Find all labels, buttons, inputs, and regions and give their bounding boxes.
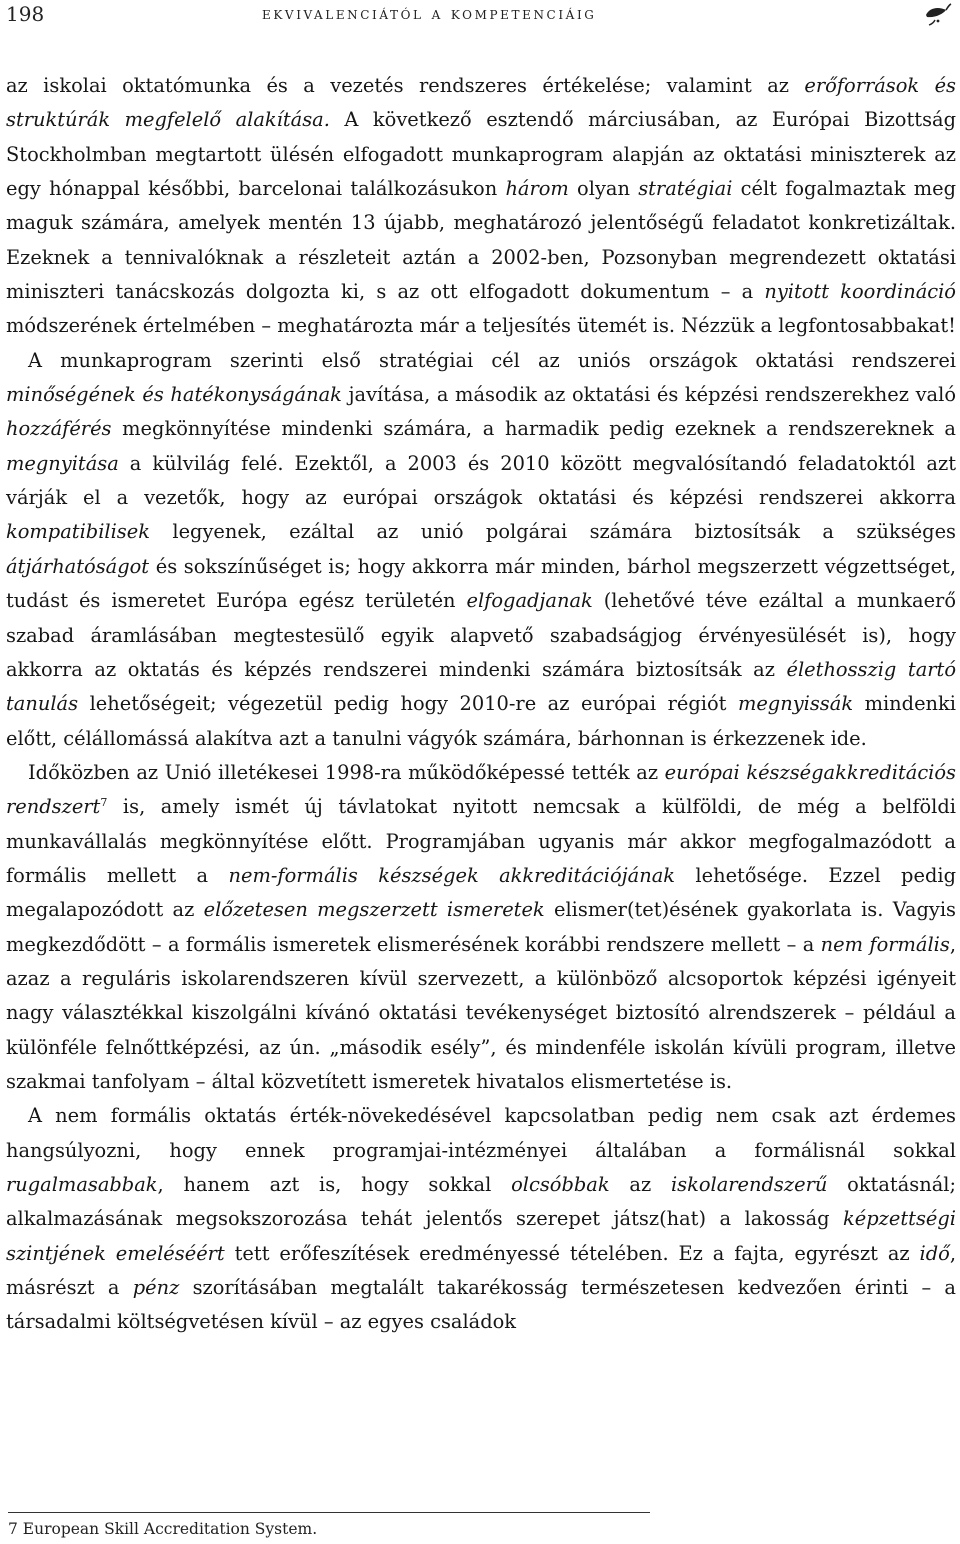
text-run: a külvilág felé. Ezektől, a 2003 és 2010 között megvalósítandó feladatoktól azt várják el a vezetők, hogy az európai országok oktatási és képzési rendszerei akkorra [6, 451, 956, 510]
text-run: (lehetővé téve ezáltal a munkaerő szabad áramlásában megtestesülő egyik alapvető szabadságjog érvényesülését is), hogy akkorra az oktatás és képzés rendszerei mindenki számára biztosítsák az [6, 589, 957, 681]
text-run: lehetőségeit; végezetül pedig hogy 2010-re az európai régiót [78, 692, 738, 716]
text-run: célt fogalmaztak meg maguk számára, amelyek mentén 13 újabb, meghatározó jelentőségű feladatot konkretizáltak. Ezeknek a tennivalóknak a részleteit aztán a 2002-ben, Pozsonyban megrendezett oktatási miniszteri tanácskozás dolgozta ki, s az ott elfogadott dokumentum – a [6, 177, 957, 304]
emphasized-text: idő [919, 1241, 950, 1265]
emphasized-text: nem-formális készségek akkreditációjának [228, 863, 675, 887]
text-run: A munkaprogram szerinti első stratégiai cél az uniós országok oktatási rendszerei [28, 348, 956, 372]
text-run: mindenki előtt, célállomássá alakítva azt a tanulni vágyók számára, bárhonnan is érkezzenek ide. [6, 692, 957, 750]
emphasized-text: megnyitása [6, 451, 119, 475]
emphasized-text: iskolarendszerű [670, 1173, 828, 1196]
emphasized-text: megnyissák [737, 692, 854, 716]
emphasized-text: élethosszig tartó tanulás [6, 657, 956, 716]
paragraph [6, 756, 956, 1099]
emphasized-text: hozzáférés [6, 417, 112, 441]
text-run: tett erőfeszítések eredményessé tételében. Ez a fajta, egyrészt az [224, 1241, 920, 1265]
footnote-rule [8, 1512, 650, 1513]
page-header [0, 0, 960, 30]
text-run: oktatásnál; alkalmazásának megsokszorozása tehát jelentős szerepet játsz(hat) a lakosság [6, 1173, 956, 1231]
footnote-reference: 7 [100, 796, 108, 810]
emphasized-text: kompatibilisek [6, 520, 150, 544]
paragraph [6, 344, 956, 756]
emphasized-text: nem formális [820, 932, 950, 956]
body-text [6, 69, 956, 1340]
emphasized-text: pénz [132, 1276, 180, 1300]
running-head: ekvivalenciától a kompetenciáig [262, 4, 597, 24]
text-run: és sokszínűséget is; hogy akkorra már minden, bárhol megszerzett végzettséget, tudást és ismeretet Európa egész területén [6, 554, 956, 613]
text-run: módszerének értelmében – meghatározta már a teljesítés ütemét is. Nézzük a legfontosabbakat! [6, 314, 956, 338]
emphasized-text: előzetesen megszerzett ismeretek [203, 898, 545, 922]
emphasized-text: három [505, 177, 569, 201]
text-run: , hanem azt is, hogy sokkal [157, 1173, 512, 1196]
emphasized-text: nyitott koordináció [764, 280, 956, 304]
text-run: lehetősége. Ezzel pedig megalapozódott az [6, 863, 956, 922]
text-run: Időközben az Unió illetékesei 1998-ra működőképessé tették az [28, 760, 665, 784]
text-run: az [609, 1173, 671, 1196]
text-run: szorításában megtalált takarékosság természetesen kedvezően érinti – a társadalmi költségvetésen kívül – az egyes családok [6, 1276, 956, 1334]
paragraph [6, 1099, 956, 1339]
text-run: megkönnyítése mindenki számára, a harmadik pedig ezeknek a rendszereknek a [111, 417, 956, 441]
page-number: 198 [6, 2, 45, 26]
footnote: 7 European Skill Accreditation System. [8, 1520, 318, 1538]
emphasized-text: európai készségakkreditációs rendszert [6, 760, 957, 819]
text-run: A következő esztendő márciusában, az Európai Bizottság Stockholmban megtartott ülésén elfogadott munkaprogram alapján az oktatási miniszterek az egy hónappal későbbi, barcelonai találkozásukon [6, 108, 956, 201]
emphasized-text: stratégiai [638, 177, 733, 201]
text-run: is, amely ismét új távlatokat nyitott nemcsak a külföldi, de még a belföldi munkavállalás megkönnyítése előtt. Programjában ugyanis már akkor megfogalmazódott a formális mellett a [6, 795, 956, 887]
text-run: , azaz a reguláris iskolarendszeren kívül szervezett, a különböző alcsoportok képzési igényeit nagy választékkal kiszolgálni kívánó oktatási tevékenységet biztosító alrendszerek – például a különféle felnőttképzési, az ún. „második esély”, és mindenféle iskolán kívüli program, illetve szakmai tanfolyam – által közvetített ismeretek hivatalos elismertetése is. [6, 932, 957, 1093]
emphasized-text: olcsóbbak [511, 1173, 610, 1196]
text-run: elismer(tet)ésének gyakorlata is. Vagyis megkezdődött – a formális ismeretek elismerésének korábbi rendszere mellett – a [6, 898, 956, 956]
emphasized-text: rugalmasabbak [6, 1173, 158, 1196]
emphasized-text: képzettségi szintjének emeléséért [6, 1207, 956, 1265]
emphasized-text: minőségének és hatékonyságának [6, 383, 342, 407]
text-run: , másrészt a [6, 1241, 956, 1300]
text-run: A nem formális oktatás érték-növekedésével kapcsolatban pedig nem csak azt érdemes hangsúlyozni, hogy ennek programjai-intézményei általában a formálisnál sokkal [6, 1104, 956, 1162]
emphasized-text: átjárhatóságot [6, 554, 150, 578]
emphasized-text: elfogadjanak [466, 589, 593, 613]
text-run: az iskolai oktatómunka és a vezetés rendszeres értékelése; valamint az [6, 74, 805, 97]
text-run: legyenek, ezáltal az unió polgárai számára biztosítsák a szükséges [149, 520, 956, 544]
paragraph [6, 69, 956, 344]
pepper-ornament-icon [922, 0, 952, 26]
text-run: javítása, a második az oktatási és képzési rendszerekhez való [341, 383, 956, 407]
text-run: olyan [568, 177, 639, 201]
emphasized-text: erőforrások és struktúrák megfelelő alakítása. [6, 74, 956, 132]
